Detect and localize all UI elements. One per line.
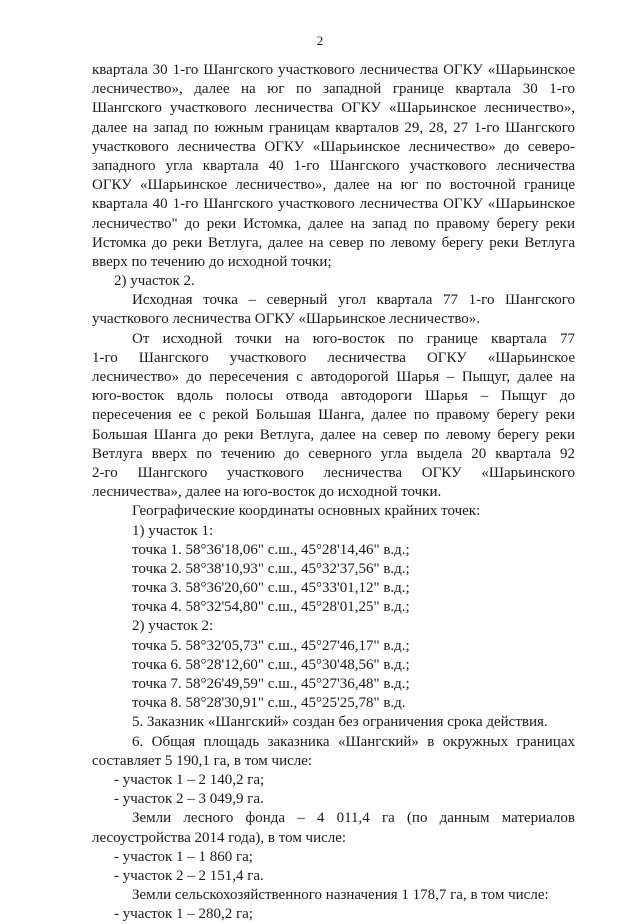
page-number: 2 [316,33,324,48]
text-line: квартала 30 1-го Шангского участкового лесничества ОГКУ «Шарьинское [92,62,575,78]
text-line: далее на запад по южным границам кварталов 29, 28, 27 1-го Шангского [92,119,575,136]
text-line: лесничество" до реки Истомка, далее на запад по правому берегу реки [92,215,575,232]
text-line: точка 7. 58°26'49,59" с.ш., 45°27'36,48" в.д.; [132,676,410,692]
text-line: квартала 40 1-го Шангского участкового лесничества ОГКУ «Шарьинское [92,196,575,213]
text-line: От исходной точки на юго-восток по границе квартала 77 [132,330,575,347]
text-line: лесничество» до пересечения с автодорогой Шарья – Пыщуг, далее на [92,369,575,385]
text-line: Исходная точка – северный угол квартала 77 1-го Шангского [132,292,575,309]
text-line: участкового лесничества ОГКУ «Шарьинское лесничество» до северо- [92,138,575,155]
text-line: участкового лесничества ОГКУ «Шарьинское лесничество». [92,311,481,328]
text-line: точка 6. 58°28'12,60" с.ш., 45°30'48,56" в.д.; [132,656,410,673]
text-line: ОГКУ «Шарьинское лесничество», далее на юг по восточной границе [92,177,575,194]
text-line: Ветлуга вверх по течению до северного угла выдела 20 квартала 92 [92,445,575,462]
text-line: точка 1. 58°36'18,06" с.ш., 45°28'14,46" в.д.; [132,541,410,558]
text-line: вверх по течению до исходной точки; [92,253,332,270]
text-line: - участок 1 – 1 860 га; [114,848,253,865]
text-line: Земли лесного фонда – 4 011,4 га (по данным материалов [132,810,575,827]
text-line: - участок 1 – 2 140,2 га; [114,771,265,788]
document-body [92,61,575,924]
text-line: Большая Шанга до реки Ветлуга, далее на север по левому берегу реки [92,426,575,443]
text-line: - участок 2 – 2 151,4 га. [114,867,264,884]
text-line: - участок 2 – 3 049,9 га. [114,791,264,808]
text-line: составляет 5 190,1 га, в том числе: [92,752,313,769]
text-line: точка 4. 58°32'54,80" с.ш., 45°28'01,25" в.д.; [132,599,410,616]
text-line: лесничество», далее на юг по западной границе квартала 30 1-го [92,81,575,98]
text-line: 2) участок 2. [114,273,195,290]
text-line: точка 8. 58°28'30,91" с.ш., 45°25'25,78" в.д. [132,695,406,712]
text-line: 1) участок 1: [132,522,214,539]
text-line: Географические координаты основных крайних точек: [132,503,481,520]
text-line: 5. Заказник «Шангский» создан без ограничения срока действия. [132,714,548,731]
text-line: западного угла квартала 40 1-го Шангского участкового лесничества [92,157,575,174]
text-line: точка 5. 58°32'05,73" с.ш., 45°27'46,17" в.д.; [132,637,410,654]
text-line: Истомка до реки Ветлуга, далее на север по левому берегу реки Ветлуга [92,234,575,251]
text-line: точка 3. 58°36'20,60" с.ш., 45°33'01,12" в.д.; [132,580,410,597]
text-line: 2-го Шангского участкового лесничества ОГКУ «Шарьинского [92,464,575,481]
text-line: пересечения ее с рекой Большая Шанга, далее по правому берегу реки [92,407,575,424]
text-line: 2) участок 2: [132,618,214,635]
text-line: 6. Общая площадь заказника «Шангский» в окружных границах [132,733,575,750]
text-line: лесоустройства 2014 года), в том числе: [92,829,347,846]
text-line: - участок 1 – 280,2 га; [114,906,253,923]
text-line: юго-восток вдоль полосы отвода автодороги Шарья – Пыщуг до [92,388,575,405]
text-line: Шангского участкового лесничества ОГКУ «Шарьинское лесничество», [92,100,575,117]
text-line: точка 2. 58°38'10,93" с.ш., 45°32'37,56" в.д.; [132,560,410,577]
text-line: лесничества», далее на юго-восток до исходной точки. [92,484,442,501]
text-line: Земли сельскохозяйственного назначения 1 178,7 га, в том числе: [132,887,549,904]
text-line: 1-го Шангского участкового лесничества ОГКУ «Шарьинское [92,349,575,366]
